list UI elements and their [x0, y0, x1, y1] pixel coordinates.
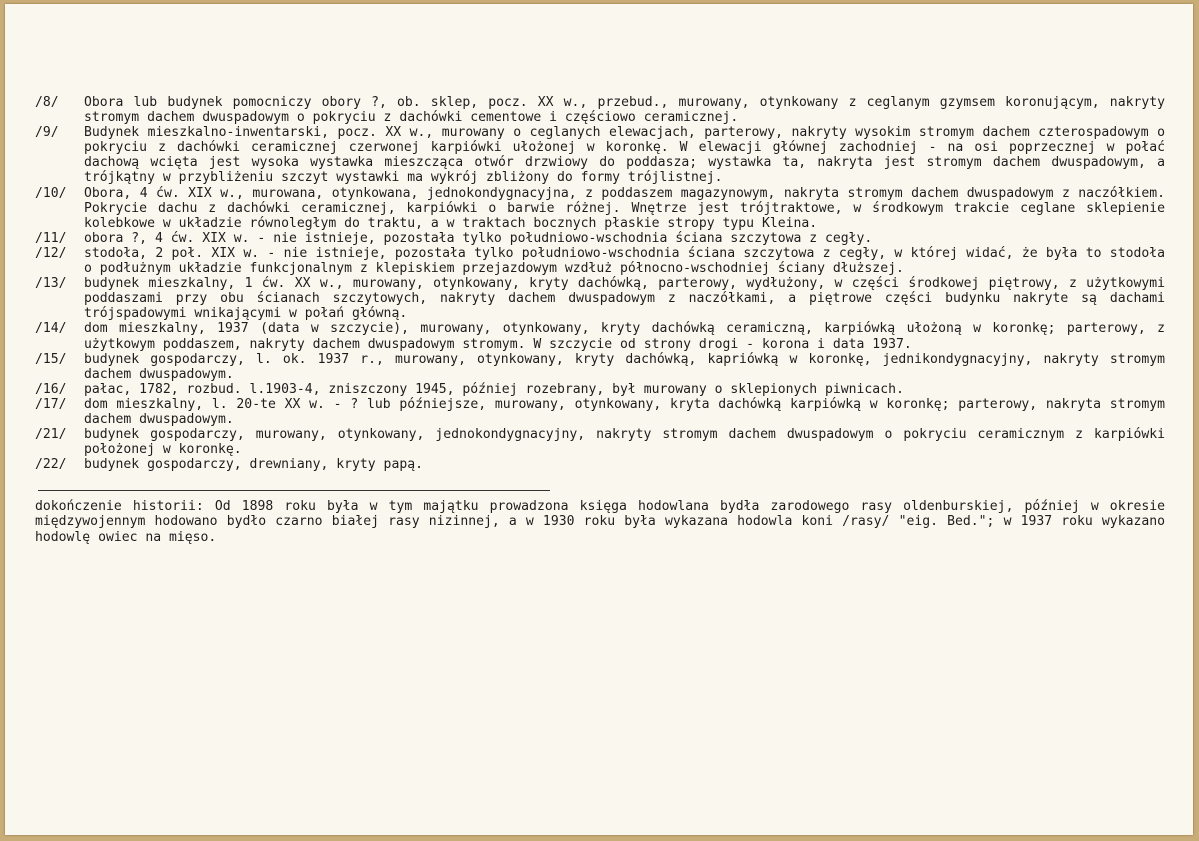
entry-number: /11/ — [35, 230, 67, 246]
entry-text: stodoła, 2 poł. XIX w. - nie istnieje, pozostała tylko południowo-wschodnia ściana szczytowa z cegły, w której widać, że była to stodoła o podłużnym układzie funkcjonalnym z klepiskiem przejazdowym wzdłuż północno-wschodniej ściany dłuższej. — [84, 245, 1165, 277]
entry-text: Obora lub budynek pomocniczy obory ?, ob. sklep, pocz. XX w., przebud., murowany, otynkowany z ceglanym gzymsem koronującym, nakryty stromym dachem dwuspadowym o pokryciu z dachówki cementowe i częściowo ceramicznej. — [84, 95, 1165, 126]
entry-item — [35, 457, 1165, 472]
entry-text: budynek mieszkalny, 1 ćw. XX w., murowany, otynkowany, kryty dachówką, parterowy, wydłużony, w części środkowej piętrowy, z użytkowymi poddaszami przy obu ścianach szczytowych, nakryty dachem dwuspadowym z naczółkami, a piętrowe części budynku nakryte są dachami trójspadowymi wnikającymi w połań główną. — [84, 276, 1165, 322]
entry-text: Budynek mieszkalno-inwentarski, pocz. XX w., murowany o ceglanych elewacjach, parterowy, nakryty wysokim stromym dachem czterospadowym o pokryciu z dachówki ceramicznej czerwonej karpiówki ułożonej w koronkę. W elewacji głównej zachodniej - na osi poprzecznej w połać dachową wcięta jest wysoka wystawka mieszcząca otwór drzwiowy do poddasza; wystawka ta, nakryta jest stromym dachem dwuspadowym, a trójkątny w przybliżeniu szczyt wystawki ma wykrój zbliżony do formy trójlistnej. — [84, 125, 1165, 186]
entry-text: Obora, 4 ćw. XIX w., murowana, otynkowana, jednokondygnacyjna, z poddaszem magazynowym, nakryta stromym dachem dwuspadowym z naczółkiem. Pokrycie dachu z dachówki ceramicznej, karpiówki o barwie różnej. Wnętrze jest trójtraktowe, w środkowym trakcie ceglane sklepienie kolebkowe w układzie równoległym do traktu, a w traktach bocznych płaskie stropy typu Kleina. — [84, 185, 1165, 231]
entry-text: obora ?, 4 ćw. XIX w. - nie istnieje, pozostała tylko południowo-wschodnia ściana szczytowa z cegły. — [84, 230, 873, 246]
entry-text: budynek gospodarczy, murowany, otynkowany, jednokondygnacyjny, nakryty stromym dachem dwuspadowym o pokryciu ceramicznym z karpiówki położonej w koronkę. — [84, 427, 1165, 458]
entry-item — [35, 246, 1165, 276]
entry-item — [35, 231, 1165, 246]
entry-item — [35, 276, 1165, 321]
inventory-text — [35, 95, 1165, 545]
entry-text: dom mieszkalny, l. 20-te XX w. - ? lub późniejsze, murowany, otynkowany, kryta dachówką karpiówką w koronkę; parterowy, nakryta stromym dachem dwuspadowym. — [84, 396, 1165, 427]
entry-number: /9/ — [35, 125, 59, 141]
history-label: dokończenie historii: — [35, 499, 204, 515]
entry-item — [35, 397, 1165, 427]
entries-list — [35, 95, 1165, 472]
entry-number: /21/ — [35, 427, 67, 443]
entry-number: /10/ — [35, 185, 67, 201]
entry-number: /17/ — [35, 396, 67, 412]
entry-item — [35, 352, 1165, 382]
entry-number: /22/ — [35, 457, 67, 473]
entry-item — [35, 125, 1165, 185]
entry-text: budynek gospodarczy, drewniany, kryty papą. — [84, 457, 423, 473]
entry-item — [35, 95, 1165, 125]
separator-line — [38, 490, 550, 491]
entry-item — [35, 186, 1165, 231]
document-card — [5, 4, 1193, 835]
history-paragraph — [35, 499, 1165, 544]
entry-number: /15/ — [35, 351, 67, 367]
entry-text: pałac, 1782, rozbud. l.1903-4, zniszczony 1945, później rozebrany, był murowany o sklepionych piwnicach. — [84, 381, 904, 397]
entry-item — [35, 427, 1165, 457]
entry-text: budynek gospodarczy, l. ok. 1937 r., murowany, otynkowany, kryty dachówką, kapriówką w koronkę, jednikondygnacyjny, nakryty stromym dachem dwuspadowym. — [84, 351, 1165, 382]
entry-item — [35, 382, 1165, 397]
entry-number: /12/ — [35, 245, 67, 261]
history-text: Od 1898 roku była w tym majątku prowadzona księga hodowlana bydła zarodowego rasy oldenburskiej, później w okresie międzywojennym hodowano bydło czarno białej rasy nizinnej, a w 1930 roku była wykazana hodowla koni /rasy/ "eig. Bed."; w 1937 roku wykazano hodowlę owiec na mięso. — [35, 499, 1165, 545]
entry-number: /13/ — [35, 276, 67, 292]
entry-item — [35, 321, 1165, 351]
entry-text: dom mieszkalny, 1937 (data w szczycie), murowany, otynkowany, kryty dachówką ceramiczną, karpiówką ułożoną w koronkę; parterowy, z użytkowym poddaszem, nakryty dachem dwuspadowym stromym. W szczycie od strony drogi - korona i data 1937. — [84, 321, 1165, 352]
entry-number: /16/ — [35, 381, 67, 397]
entry-number: /14/ — [35, 321, 67, 337]
entry-number: /8/ — [35, 95, 59, 110]
